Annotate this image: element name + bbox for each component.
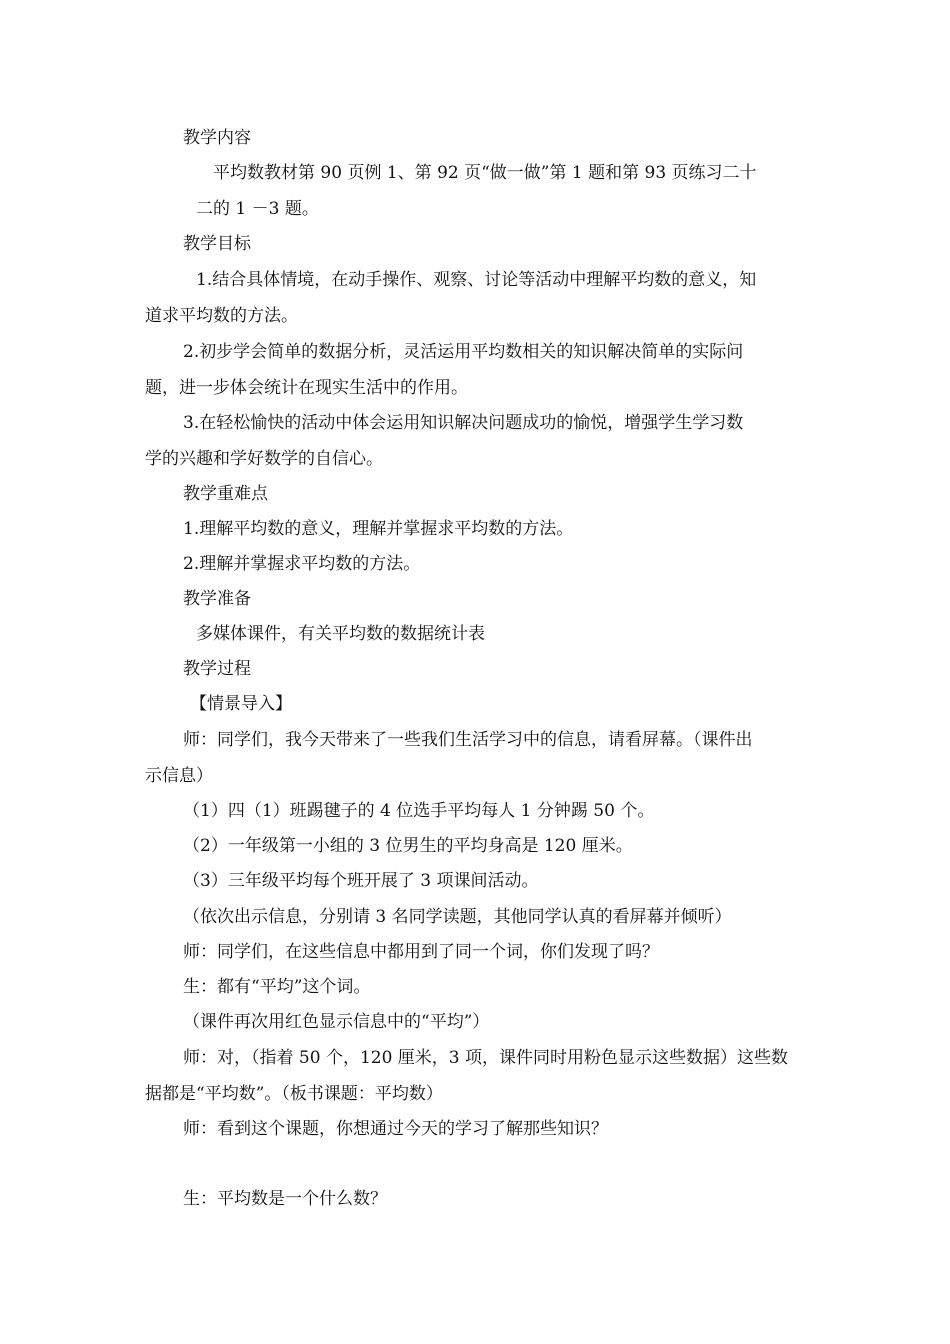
text-line: （依次出示信息，分别请 3 名同学读题，其他同学认真的看屏幕并倾听） [183,907,732,927]
text-line: 平均数教材第 90 页例 1、第 92 页“做一做”第 1 题和第 93 页练习二十 [213,163,757,183]
text-line: 1.结合具体情境，在动手操作、观察、讨论等活动中理解平均数的意义，知 [196,270,757,290]
heading-teaching-goals: 教学目标 [183,234,251,254]
text-line: 师：同学们，在这些信息中都用到了同一个词，你们发现了吗？ [183,942,659,962]
heading-key-points: 教学重难点 [183,484,268,504]
text-line: 师：同学们，我今天带来了一些我们生活学习中的信息，请看屏幕。（课件出 [183,730,753,750]
text-line: 学的兴趣和学好数学的自信心。 [145,449,383,469]
text-line: （课件再次用红色显示信息中的“平均”） [183,1012,490,1032]
section-label: 【情景导入】 [190,694,292,714]
text-line: 示信息） [145,766,213,786]
text-line: 据都是“平均数”。（板书课题：平均数） [145,1084,443,1104]
text-line: 2.理解并掌握求平均数的方法。 [183,554,421,574]
text-line: 师：看到这个课题，你想通过今天的学习了解那些知识？ [183,1119,608,1139]
text-line: 师：对，（指着 50 个，120 厘米，3 项，课件同时用粉色显示这些数据）这些数 [183,1048,789,1068]
heading-preparation: 教学准备 [183,589,251,609]
text-line: 题，进一步体会统计在现实生活中的作用。 [145,378,468,398]
text-line: 多媒体课件，有关平均数的数据统计表 [196,624,485,644]
text-line: （3）三年级平均每个班开展了 3 项课间活动。 [183,871,539,891]
text-line: 3.在轻松愉快的活动中体会运用知识解决问题成功的愉悦，增强学生学习数 [183,413,744,433]
text-line: 1.理解平均数的意义，理解并掌握求平均数的方法。 [183,519,574,539]
text-line: 道求平均数的方法。 [145,306,298,326]
text-line: 生：平均数是一个什么数？ [183,1189,387,1209]
text-line: （1）四（1）班踢毽子的 4 位选手平均每人 1 分钟踢 50 个。 [183,801,655,821]
text-line: 二的 1 －3 题。 [196,199,319,219]
text-line: （2）一年级第一小组的 3 位男生的平均身高是 120 厘米。 [183,836,633,856]
heading-teaching-process: 教学过程 [183,659,251,679]
text-line: 生：都有“平均”这个词。 [183,977,371,997]
text-line: 2.初步学会简单的数据分析，灵活运用平均数相关的知识解决简单的实际问 [183,342,744,362]
heading-teaching-content: 教学内容 [183,128,251,148]
